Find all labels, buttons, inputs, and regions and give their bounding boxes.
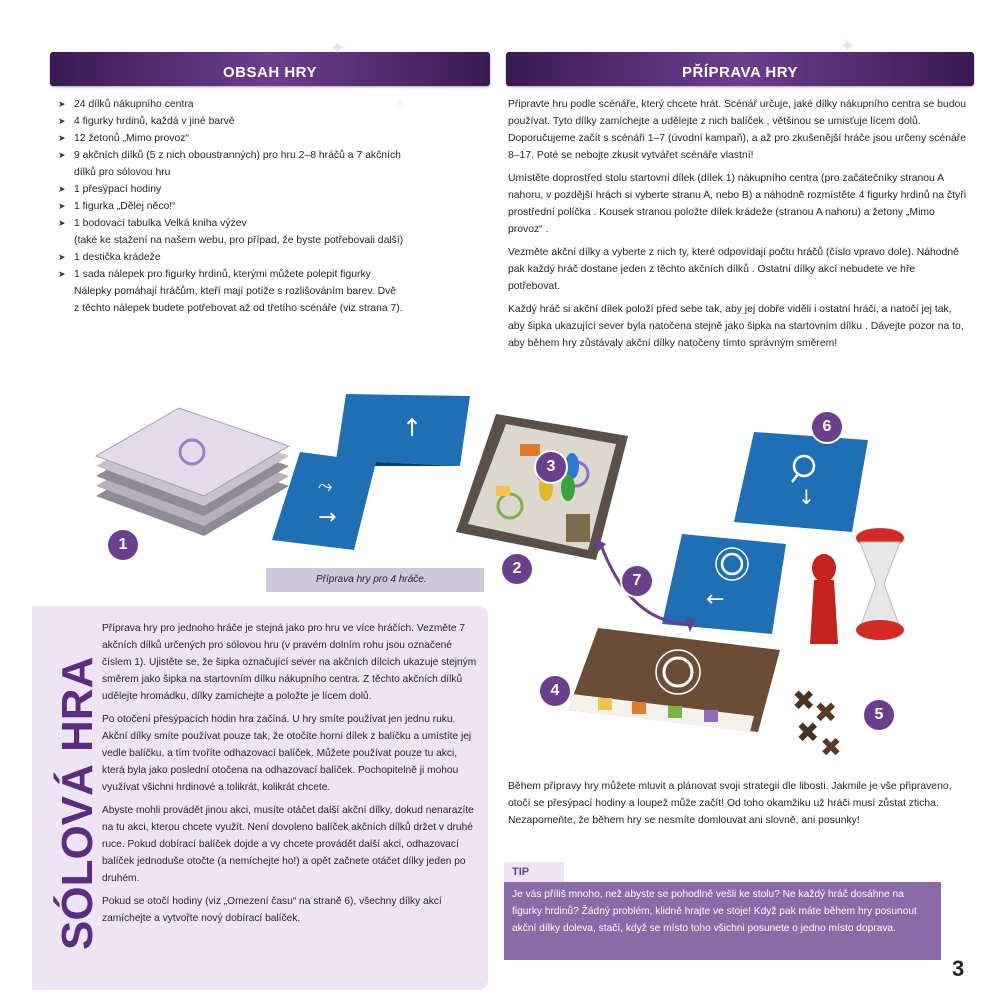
hourglass-icon bbox=[852, 528, 908, 640]
solo-game-title bbox=[40, 624, 110, 954]
svg-text:⤳: ⤳ bbox=[318, 476, 333, 497]
list-item: ➤ 1 figurka „Dělej něco!“ bbox=[58, 198, 488, 215]
setup-paragraph: Vezměte akční dílky a vyberte z nich ty, které odpovídají počtu hráčů (číslo vpravo dole). Náhodně pak každý hráč dostane jeden z těchto akčních dílků . Ostatní dílky akcí nebudete ve hře potřebovat. bbox=[508, 247, 959, 292]
solo-paragraph: Pokud se otočí hodiny (viz „Omezení času“ na straně 6), všechny dílky akcí zamíchejte a vytvořte nový dobírací balíček. bbox=[102, 896, 442, 924]
svg-text:SÓLOVÁ HRA: SÓLOVÁ HRA bbox=[53, 656, 102, 950]
action-tile bbox=[734, 432, 868, 532]
mall-tile-stack bbox=[84, 386, 294, 536]
sparkle-icon: ✦ bbox=[330, 38, 346, 58]
callout-7: 7 bbox=[622, 566, 652, 596]
svg-text:↓: ↓ bbox=[798, 485, 815, 509]
tip-label: TIP bbox=[504, 862, 564, 882]
callout-1: 1 bbox=[108, 530, 138, 560]
sparkle-icon: ✧ bbox=[395, 98, 406, 112]
list-item: ➤ 4 figurky hrdinů, každá v jiné barvě bbox=[58, 113, 488, 130]
callout-4: 4 bbox=[540, 676, 570, 706]
theft-board bbox=[568, 628, 780, 732]
svg-text:✖: ✖ bbox=[814, 696, 838, 729]
solo-game-text bbox=[102, 620, 477, 933]
callout-5: 5 bbox=[864, 700, 894, 730]
setup-text bbox=[508, 96, 968, 358]
page-number: 3 bbox=[952, 956, 965, 981]
setup-paragraph: Umístěte doprostřed stolu startovní dílek (dílek 1) nákupního centra (pro začátečníky stranou A nahoru, v pozdější hrách si vyberte stranu A, nebo B) a náhodně rozmístěte 4 figurky hrdinů na čtyři prostřední políčka . Kousek stranou položte dílek krádeže (stranou A nahoru) a žetony „Mimo provoz“ . bbox=[508, 173, 967, 235]
solo-paragraph: Abyste mohli provádět jinou akci, musíte otáčet další akční dílky, dokud nenarazíte na tu akci, kterou chcete využít. Není dovoleno balíček akčních dílků držet v druhé ruce. Pokud dobírací balíček dojde a vy chcete provádět další akci, odhazovací balíček jednoduše otočte (a nemíchejte ho!) a opět začnete otáčet dílky jeden po druhém. bbox=[102, 805, 474, 884]
list-item: ➤ 9 akčních dílků (5 z nich oboustranných) pro hru 2–8 hráčů a 7 akčních dílků pro sólovou hru bbox=[58, 147, 488, 181]
svg-text:←: ← bbox=[706, 587, 725, 612]
setup-paragraph: Každý hráč si akční dílek položí před sebe tak, aby jej dobře viděli i ostatní hráči, a natočí jej tak, aby šipka ukazující sever byla natočena stejně jako šipka na startovním dílku . Dávejte pozor na to, aby během hry zůstávaly akční dílky natočeny tímto správným směrem! bbox=[508, 304, 964, 349]
setup-paragraph: Připravte hru podle scénáře, který chcete hrát. Scénář určuje, jaké dílky nákupního centra se budou používat. Tyto dílky zamíchejte a udělejte z nich balíček , většinou se umisťuje lícem dolů. Doporučujeme začít s scénáři 1–7 (úvodní kampaň), a až pro zkušenější hráče jsou určeny scénáře 8–17. Poté se nebojte zkusit vytvářet scénáře vlastní! bbox=[508, 99, 967, 161]
do-something-figure bbox=[804, 552, 844, 648]
illustration-caption: Příprava hry pro 4 hráče. bbox=[266, 568, 484, 592]
tip-text: Je vás příliš mnoho, než abyste se pohodlně vešli ke stolu? Ne každý hráč dosáhne na figurky hrdinů? Žádný problém, klidně hrajte ve stoje! Když pak máte během hry posunout akční dílky doleva, stačí, když se místo toho všichni posunete o jedno místo doprava. bbox=[504, 882, 941, 960]
svg-text:✖: ✖ bbox=[792, 684, 816, 717]
list-item: ➤ 1 destička krádeže bbox=[58, 249, 488, 266]
list-item: ➤ 1 bodovací tabulka Velká kniha výzev (také ke stažení na našem webu, pro případ, že byste potřebovali další) bbox=[58, 215, 488, 249]
sparkle-icon: ✦ bbox=[840, 36, 856, 56]
list-item: ➤ 1 přesýpací hodiny bbox=[58, 181, 488, 198]
action-tile bbox=[272, 452, 376, 552]
solo-paragraph: Příprava hry pro jednoho hráče je stejná jako pro hru ve více hráčích. Vezměte 7 akčních dílků určených pro sólovou hru (v pravém dolním rohu jsou označené číslem 1). Ujistěte se, že šipka označující sever na akčních dílcích ukazuje stejným směrem jako šipka na startovním dílku nákupního centra. Z těchto akčních dílků udělejte hromádku, dílky zamíchejte a položte je lícem dolů. bbox=[102, 623, 477, 702]
list-item: ➤ 24 dílků nákupního centra bbox=[58, 96, 488, 113]
svg-text:↑: ↑ bbox=[402, 414, 423, 442]
start-game-text: Během přípravy hry můžete mluvit a plánovat svoji strategii dle libosti. Jakmile je vše připraveno, otočí se přesýpací hodiny a loupež může začít! Od toho okamžiku už hráči musí zůstat zticha. Nezapomeňte, že během hry se nesmíte domlouvat ani slovně, ani posunky! bbox=[508, 781, 952, 826]
list-item: ➤ 12 žetonů „Mimo provoz“ bbox=[58, 130, 488, 147]
callout-3: 3 bbox=[536, 452, 566, 482]
callout-2: 2 bbox=[502, 554, 532, 584]
svg-text:✖: ✖ bbox=[796, 716, 820, 749]
out-of-order-tokens bbox=[788, 680, 858, 760]
list-item: ➤ 1 sada nálepek pro figurky hrdinů, kterými můžete polepit figurky Nálepky pomáhají hráčům, kteří mají potíže s rozlišováním barev. Dvě z těchto nálepek budete potřebovat až od třetího scénáře (viz strana 7). bbox=[58, 266, 488, 317]
setup-header-title: PŘÍPRAVA HRY bbox=[681, 64, 798, 81]
callout-6: 6 bbox=[812, 412, 842, 442]
solo-paragraph: Po otočení přesýpacích hodin hra začíná. U hry smíte používat jen jednu ruku. Akční dílky smíte používat pouze tak, že otočíte horní dílek z balíčku a umístíte jej vedle balíčku, a tím tvoříte odhazovací balíček. Můžete používat pouze tu akci, která byla jako poslední otočena na odhazovací balíček. Pochopitelně ji mohou využívat všichni hrdinové a tolikrát, kolikrát chcete. bbox=[102, 714, 472, 793]
svg-text:→: → bbox=[318, 505, 337, 530]
contents-header-title: OBSAH HRY bbox=[223, 64, 317, 81]
contents-list bbox=[58, 96, 488, 317]
svg-text:✖: ✖ bbox=[820, 733, 842, 760]
